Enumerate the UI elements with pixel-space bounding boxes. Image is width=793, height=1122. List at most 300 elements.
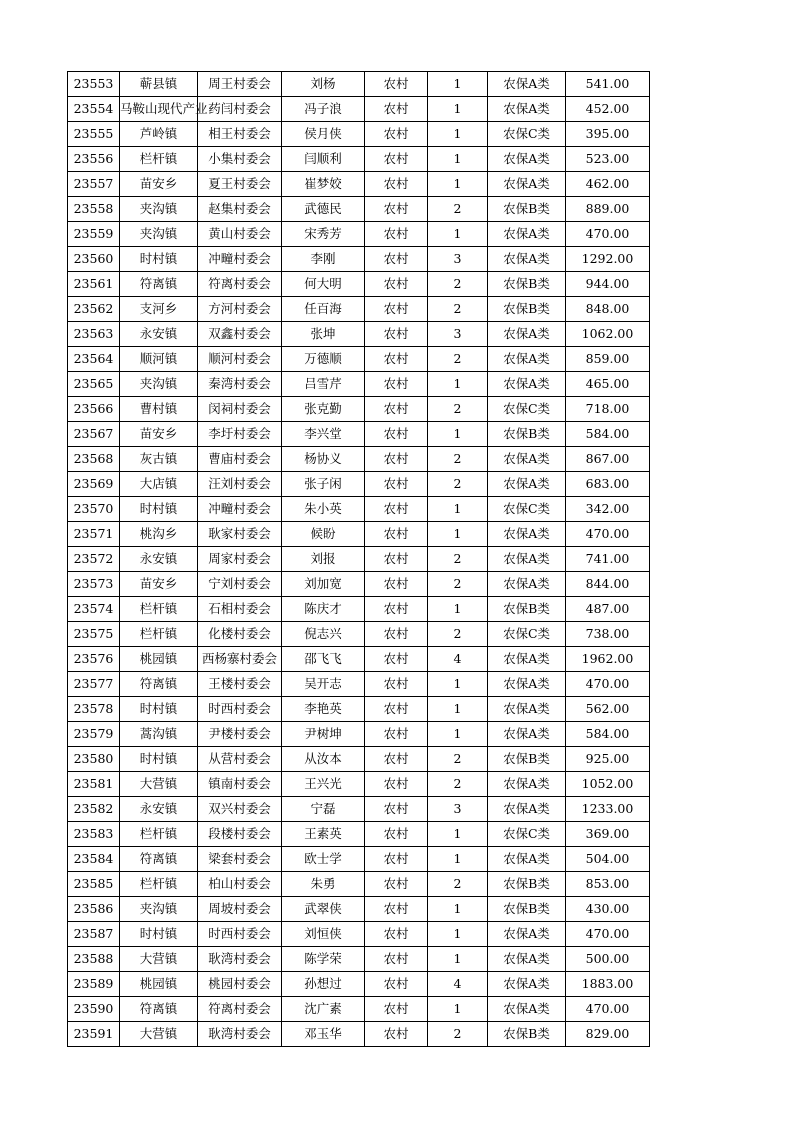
cell-amount: 470.00 [566, 922, 650, 947]
cell-name: 孙想过 [282, 972, 365, 997]
cell-amount: 925.00 [566, 747, 650, 772]
cell-name: 朱小英 [282, 497, 365, 522]
cell-amount: 470.00 [566, 222, 650, 247]
cell-village: 时西村委会 [198, 922, 282, 947]
cell-type: 农村 [365, 422, 428, 447]
cell-town: 蕲县镇 [120, 72, 198, 97]
cell-category: 农保A类 [488, 722, 566, 747]
cell-village: 冲疃村委会 [198, 247, 282, 272]
cell-amount: 859.00 [566, 347, 650, 372]
cell-category: 农保C类 [488, 122, 566, 147]
cell-village: 石相村委会 [198, 597, 282, 622]
cell-count: 2 [428, 397, 488, 422]
table-row [68, 197, 650, 222]
cell-category: 农保A类 [488, 972, 566, 997]
table-row [68, 97, 650, 122]
cell-name: 刘恒侠 [282, 922, 365, 947]
cell-village: 小集村委会 [198, 147, 282, 172]
cell-category: 农保A类 [488, 222, 566, 247]
cell-id: 23555 [68, 122, 120, 147]
cell-amount: 584.00 [566, 722, 650, 747]
cell-town: 永安镇 [120, 322, 198, 347]
cell-name: 刘报 [282, 547, 365, 572]
cell-id: 23590 [68, 997, 120, 1022]
cell-type: 农村 [365, 497, 428, 522]
cell-amount: 944.00 [566, 272, 650, 297]
cell-category: 农保A类 [488, 847, 566, 872]
cell-type: 农村 [365, 572, 428, 597]
table-body [68, 72, 650, 1047]
cell-town: 夹沟镇 [120, 222, 198, 247]
cell-id: 23571 [68, 522, 120, 547]
cell-town: 苗安乡 [120, 172, 198, 197]
cell-type: 农村 [365, 122, 428, 147]
cell-amount: 844.00 [566, 572, 650, 597]
cell-count: 1 [428, 372, 488, 397]
table-row [68, 397, 650, 422]
table-row [68, 947, 650, 972]
cell-category: 农保A类 [488, 247, 566, 272]
cell-type: 农村 [365, 947, 428, 972]
cell-count: 1 [428, 922, 488, 947]
cell-category: 农保B类 [488, 597, 566, 622]
table-row [68, 72, 650, 97]
cell-category: 农保A类 [488, 372, 566, 397]
cell-count: 4 [428, 972, 488, 997]
cell-type: 农村 [365, 822, 428, 847]
cell-id: 23570 [68, 497, 120, 522]
table-row [68, 372, 650, 397]
cell-amount: 430.00 [566, 897, 650, 922]
cell-village: 镇南村委会 [198, 772, 282, 797]
cell-village: 黄山村委会 [198, 222, 282, 247]
cell-type: 农村 [365, 772, 428, 797]
cell-amount: 541.00 [566, 72, 650, 97]
cell-town: 桃园镇 [120, 647, 198, 672]
cell-village: 周坡村委会 [198, 897, 282, 922]
cell-category: 农保A类 [488, 772, 566, 797]
cell-count: 1 [428, 697, 488, 722]
table-row [68, 922, 650, 947]
cell-town: 大营镇 [120, 1022, 198, 1047]
cell-type: 农村 [365, 697, 428, 722]
table-row [68, 347, 650, 372]
cell-amount: 738.00 [566, 622, 650, 647]
cell-id: 23573 [68, 572, 120, 597]
cell-village: 耿家村委会 [198, 522, 282, 547]
cell-count: 1 [428, 97, 488, 122]
table-row [68, 897, 650, 922]
cell-id: 23578 [68, 697, 120, 722]
cell-amount: 718.00 [566, 397, 650, 422]
cell-village: 西杨寨村委会 [198, 647, 282, 672]
cell-count: 1 [428, 72, 488, 97]
table-row [68, 172, 650, 197]
cell-name: 崔梦姣 [282, 172, 365, 197]
cell-category: 农保A类 [488, 447, 566, 472]
cell-name: 闫顺利 [282, 147, 365, 172]
cell-id: 23574 [68, 597, 120, 622]
cell-type: 农村 [365, 547, 428, 572]
cell-type: 农村 [365, 197, 428, 222]
cell-count: 1 [428, 722, 488, 747]
cell-name: 万德顺 [282, 347, 365, 372]
cell-amount: 462.00 [566, 172, 650, 197]
cell-town: 苗安乡 [120, 422, 198, 447]
cell-name: 欧士学 [282, 847, 365, 872]
cell-town: 支河乡 [120, 297, 198, 322]
cell-count: 1 [428, 172, 488, 197]
cell-category: 农保A类 [488, 172, 566, 197]
cell-village: 柏山村委会 [198, 872, 282, 897]
cell-town: 大营镇 [120, 772, 198, 797]
cell-id: 23591 [68, 1022, 120, 1047]
cell-name: 吴开志 [282, 672, 365, 697]
cell-category: 农保A类 [488, 322, 566, 347]
cell-name: 王兴光 [282, 772, 365, 797]
cell-amount: 848.00 [566, 297, 650, 322]
cell-count: 1 [428, 122, 488, 147]
table-row [68, 122, 650, 147]
cell-name: 张子闲 [282, 472, 365, 497]
cell-name: 候盼 [282, 522, 365, 547]
cell-name: 何大明 [282, 272, 365, 297]
table-row [68, 147, 650, 172]
cell-village: 闵祠村委会 [198, 397, 282, 422]
cell-name: 侯月侠 [282, 122, 365, 147]
cell-type: 农村 [365, 272, 428, 297]
cell-village: 段楼村委会 [198, 822, 282, 847]
table-row [68, 672, 650, 697]
cell-id: 23582 [68, 797, 120, 822]
table-row [68, 422, 650, 447]
cell-count: 2 [428, 1022, 488, 1047]
cell-town: 栏杆镇 [120, 147, 198, 172]
cell-amount: 584.00 [566, 422, 650, 447]
cell-type: 农村 [365, 522, 428, 547]
cell-count: 2 [428, 572, 488, 597]
cell-id: 23586 [68, 897, 120, 922]
cell-village: 曹庙村委会 [198, 447, 282, 472]
table-row [68, 597, 650, 622]
table-row [68, 472, 650, 497]
cell-amount: 523.00 [566, 147, 650, 172]
cell-count: 1 [428, 522, 488, 547]
table-row [68, 222, 650, 247]
table-row [68, 622, 650, 647]
table-row [68, 772, 650, 797]
cell-category: 农保A类 [488, 147, 566, 172]
cell-category: 农保A类 [488, 347, 566, 372]
cell-type: 农村 [365, 797, 428, 822]
cell-id: 23584 [68, 847, 120, 872]
cell-id: 23583 [68, 822, 120, 847]
cell-amount: 470.00 [566, 997, 650, 1022]
cell-type: 农村 [365, 297, 428, 322]
cell-name: 邵飞飞 [282, 647, 365, 672]
cell-type: 农村 [365, 922, 428, 947]
cell-village: 双鑫村委会 [198, 322, 282, 347]
cell-name: 陈庆才 [282, 597, 365, 622]
cell-amount: 683.00 [566, 472, 650, 497]
cell-count: 2 [428, 272, 488, 297]
cell-amount: 1292.00 [566, 247, 650, 272]
cell-count: 3 [428, 322, 488, 347]
cell-name: 沈广素 [282, 997, 365, 1022]
cell-village: 双兴村委会 [198, 797, 282, 822]
cell-village: 从营村委会 [198, 747, 282, 772]
cell-count: 2 [428, 872, 488, 897]
cell-type: 农村 [365, 747, 428, 772]
cell-town: 时村镇 [120, 922, 198, 947]
cell-id: 23557 [68, 172, 120, 197]
cell-id: 23588 [68, 947, 120, 972]
cell-count: 1 [428, 597, 488, 622]
cell-village: 顺河村委会 [198, 347, 282, 372]
cell-town: 符离镇 [120, 272, 198, 297]
cell-village: 周家村委会 [198, 547, 282, 572]
cell-count: 1 [428, 897, 488, 922]
cell-type: 农村 [365, 372, 428, 397]
table-row [68, 297, 650, 322]
cell-amount: 1962.00 [566, 647, 650, 672]
cell-type: 农村 [365, 347, 428, 372]
cell-village: 梁套村委会 [198, 847, 282, 872]
cell-amount: 1052.00 [566, 772, 650, 797]
cell-count: 3 [428, 247, 488, 272]
cell-village: 尹楼村委会 [198, 722, 282, 747]
table-row [68, 997, 650, 1022]
cell-id: 23576 [68, 647, 120, 672]
cell-name: 邓玉华 [282, 1022, 365, 1047]
table-row [68, 822, 650, 847]
table-row [68, 847, 650, 872]
cell-village: 冲疃村委会 [198, 497, 282, 522]
table-row [68, 647, 650, 672]
cell-village: 李圩村委会 [198, 422, 282, 447]
cell-amount: 369.00 [566, 822, 650, 847]
cell-count: 4 [428, 647, 488, 672]
cell-amount: 395.00 [566, 122, 650, 147]
cell-count: 1 [428, 147, 488, 172]
cell-category: 农保A类 [488, 72, 566, 97]
cell-id: 23559 [68, 222, 120, 247]
cell-village: 赵集村委会 [198, 197, 282, 222]
cell-village: 宁刘村委会 [198, 572, 282, 597]
cell-town: 栏杆镇 [120, 872, 198, 897]
cell-category: 农保B类 [488, 297, 566, 322]
cell-count: 1 [428, 822, 488, 847]
cell-category: 农保A类 [488, 947, 566, 972]
cell-type: 农村 [365, 872, 428, 897]
cell-type: 农村 [365, 897, 428, 922]
cell-amount: 342.00 [566, 497, 650, 522]
cell-count: 2 [428, 197, 488, 222]
table-row [68, 322, 650, 347]
cell-category: 农保A类 [488, 547, 566, 572]
cell-village: 王楼村委会 [198, 672, 282, 697]
cell-village: 周王村委会 [198, 72, 282, 97]
cell-id: 23569 [68, 472, 120, 497]
cell-amount: 741.00 [566, 547, 650, 572]
table-row [68, 872, 650, 897]
cell-name: 吕雪芹 [282, 372, 365, 397]
cell-category: 农保A类 [488, 97, 566, 122]
cell-amount: 452.00 [566, 97, 650, 122]
cell-town: 顺河镇 [120, 347, 198, 372]
cell-type: 农村 [365, 622, 428, 647]
cell-town: 栏杆镇 [120, 622, 198, 647]
cell-name: 宁磊 [282, 797, 365, 822]
cell-category: 农保A类 [488, 522, 566, 547]
cell-amount: 470.00 [566, 672, 650, 697]
cell-town: 蒿沟镇 [120, 722, 198, 747]
cell-type: 农村 [365, 397, 428, 422]
cell-category: 农保B类 [488, 422, 566, 447]
cell-id: 23587 [68, 922, 120, 947]
cell-type: 农村 [365, 847, 428, 872]
cell-town: 时村镇 [120, 247, 198, 272]
cell-name: 倪志兴 [282, 622, 365, 647]
table-row [68, 747, 650, 772]
cell-count: 2 [428, 622, 488, 647]
cell-type: 农村 [365, 647, 428, 672]
cell-town: 夹沟镇 [120, 197, 198, 222]
cell-village: 化楼村委会 [198, 622, 282, 647]
cell-name: 朱勇 [282, 872, 365, 897]
cell-id: 23580 [68, 747, 120, 772]
cell-village: 耿湾村委会 [198, 1022, 282, 1047]
cell-count: 1 [428, 222, 488, 247]
cell-amount: 487.00 [566, 597, 650, 622]
cell-type: 农村 [365, 72, 428, 97]
cell-count: 1 [428, 947, 488, 972]
cell-type: 农村 [365, 472, 428, 497]
table-row [68, 572, 650, 597]
cell-category: 农保A类 [488, 922, 566, 947]
cell-id: 23553 [68, 72, 120, 97]
cell-village: 桃园村委会 [198, 972, 282, 997]
cell-name: 冯子浪 [282, 97, 365, 122]
table-row [68, 272, 650, 297]
cell-count: 1 [428, 497, 488, 522]
cell-category: 农保C类 [488, 622, 566, 647]
cell-village: 夏王村委会 [198, 172, 282, 197]
cell-name: 李艳英 [282, 697, 365, 722]
cell-category: 农保B类 [488, 872, 566, 897]
cell-village: 方河村委会 [198, 297, 282, 322]
cell-town: 桃园镇 [120, 972, 198, 997]
cell-category: 农保A类 [488, 797, 566, 822]
cell-amount: 829.00 [566, 1022, 650, 1047]
cell-name: 武翠侠 [282, 897, 365, 922]
cell-name: 李兴堂 [282, 422, 365, 447]
cell-amount: 1062.00 [566, 322, 650, 347]
cell-amount: 504.00 [566, 847, 650, 872]
cell-town: 夹沟镇 [120, 372, 198, 397]
cell-category: 农保B类 [488, 747, 566, 772]
cell-id: 23575 [68, 622, 120, 647]
cell-town: 时村镇 [120, 697, 198, 722]
cell-count: 2 [428, 547, 488, 572]
cell-village: 耿湾村委会 [198, 947, 282, 972]
cell-category: 农保B类 [488, 1022, 566, 1047]
cell-category: 农保B类 [488, 897, 566, 922]
cell-type: 农村 [365, 447, 428, 472]
cell-name: 杨协义 [282, 447, 365, 472]
cell-town: 大营镇 [120, 947, 198, 972]
cell-name: 张坤 [282, 322, 365, 347]
cell-village: 符离村委会 [198, 272, 282, 297]
cell-type: 农村 [365, 97, 428, 122]
cell-id: 23564 [68, 347, 120, 372]
cell-id: 23561 [68, 272, 120, 297]
cell-count: 2 [428, 297, 488, 322]
cell-town: 符离镇 [120, 997, 198, 1022]
cell-amount: 562.00 [566, 697, 650, 722]
cell-id: 23581 [68, 772, 120, 797]
cell-count: 2 [428, 347, 488, 372]
table-row [68, 522, 650, 547]
cell-town: 时村镇 [120, 747, 198, 772]
cell-name: 陈学荣 [282, 947, 365, 972]
cell-village: 秦湾村委会 [198, 372, 282, 397]
cell-count: 1 [428, 997, 488, 1022]
cell-category: 农保C类 [488, 397, 566, 422]
table-row [68, 972, 650, 997]
cell-village: 汪刘村委会 [198, 472, 282, 497]
cell-category: 农保A类 [488, 472, 566, 497]
cell-town: 永安镇 [120, 797, 198, 822]
cell-town: 时村镇 [120, 497, 198, 522]
cell-id: 23560 [68, 247, 120, 272]
cell-town: 符离镇 [120, 847, 198, 872]
cell-category: 农保A类 [488, 672, 566, 697]
cell-name: 任百海 [282, 297, 365, 322]
cell-amount: 1233.00 [566, 797, 650, 822]
cell-type: 农村 [365, 1022, 428, 1047]
cell-category: 农保A类 [488, 647, 566, 672]
cell-count: 1 [428, 422, 488, 447]
cell-town: 曹村镇 [120, 397, 198, 422]
cell-name: 李刚 [282, 247, 365, 272]
cell-town: 苗安乡 [120, 572, 198, 597]
cell-village: 相王村委会 [198, 122, 282, 147]
cell-amount: 853.00 [566, 872, 650, 897]
cell-id: 23563 [68, 322, 120, 347]
cell-type: 农村 [365, 972, 428, 997]
cell-id: 23572 [68, 547, 120, 572]
cell-count: 1 [428, 847, 488, 872]
cell-id: 23566 [68, 397, 120, 422]
cell-id: 23554 [68, 97, 120, 122]
cell-amount: 465.00 [566, 372, 650, 397]
cell-village: 符离村委会 [198, 997, 282, 1022]
cell-town: 芦岭镇 [120, 122, 198, 147]
table-row [68, 697, 650, 722]
cell-type: 农村 [365, 172, 428, 197]
cell-name: 尹树坤 [282, 722, 365, 747]
cell-count: 2 [428, 747, 488, 772]
cell-type: 农村 [365, 722, 428, 747]
table-row [68, 497, 650, 522]
cell-name: 刘加宽 [282, 572, 365, 597]
table-row [68, 247, 650, 272]
cell-name: 武德民 [282, 197, 365, 222]
cell-name: 从汝本 [282, 747, 365, 772]
cell-type: 农村 [365, 322, 428, 347]
records-table [67, 71, 650, 1047]
